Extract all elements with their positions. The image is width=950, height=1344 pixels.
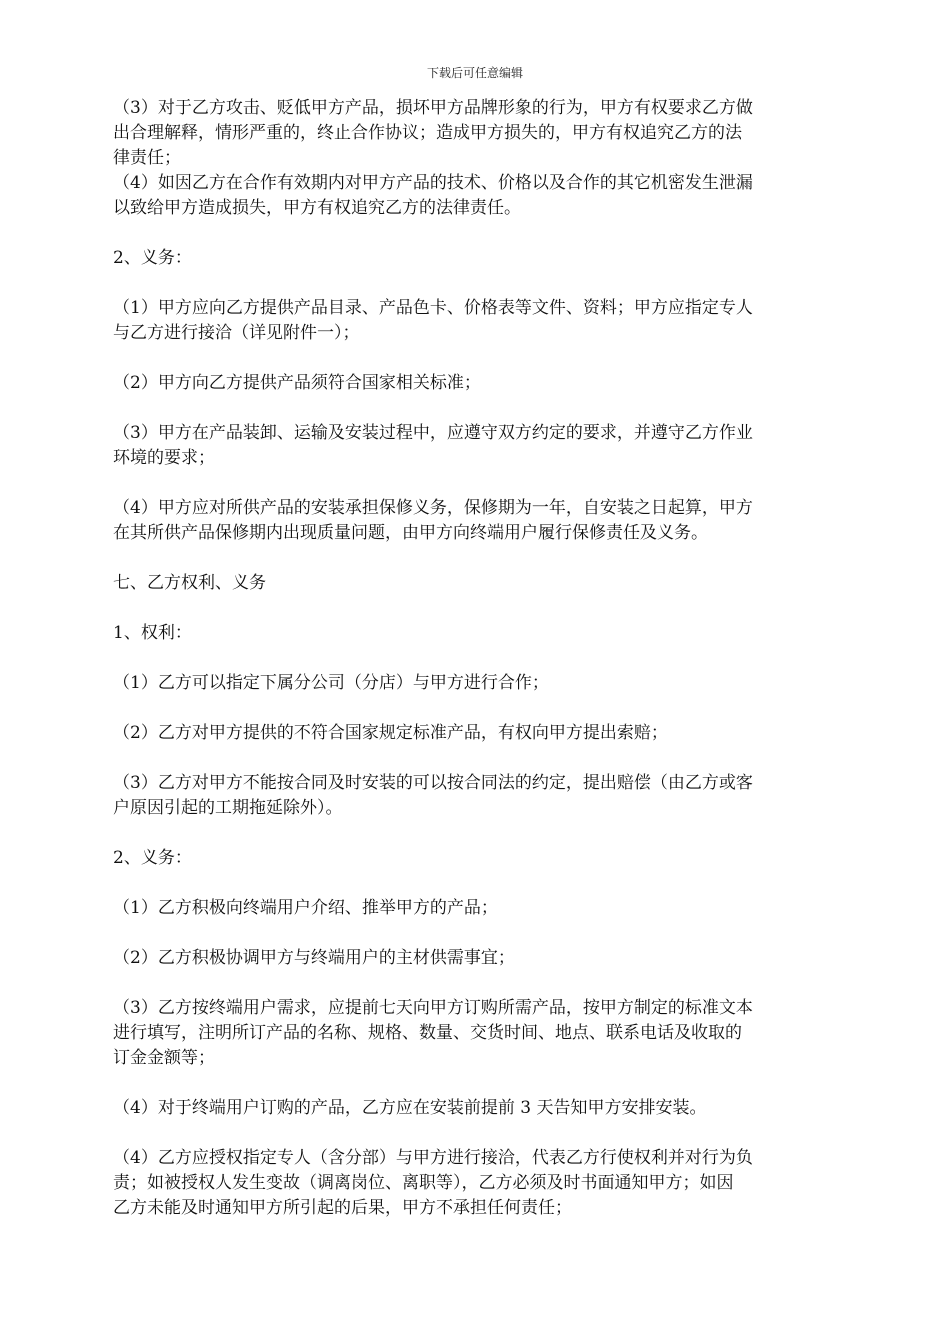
paragraph-spacer [113,596,839,621]
paragraph-spacer [113,921,839,946]
clause-paragraph: （4）对于终端用户订购的产品，乙方应在安装前提前 3 天告知甲方安排安装。 [113,1098,707,1118]
paragraph-spacer [113,1071,839,1096]
clause-paragraph: （3）甲方在产品装卸、运输及安装过程中，应遵守双方约定的要求，并遵守乙方作业 环境的要求； [113,423,753,468]
paragraph-spacer [113,821,839,846]
paragraph-spacer [113,271,839,296]
paragraph-spacer [113,871,839,896]
paragraph-spacer [113,1121,839,1146]
clause-paragraph: （3）乙方按终端用户需求，应提前七天向甲方订购所需产品，按甲方制定的标准文本 进行填写，注明所订产品的名称、规格、数量、交货时间、地点、联系电话及收取的 订金金额等； [113,998,753,1068]
paragraph-spacer [113,746,839,771]
clause-paragraph: （2）乙方积极协调甲方与终端用户的主材供需事宜； [113,948,515,968]
clause-paragraph: （3）乙方对甲方不能按合同及时安装的可以按合同法的约定，提出赔偿（由乙方或客 户原因引起的工期拖延除外）。 [113,773,753,818]
clause-paragraph: （4）甲方应对所供产品的安装承担保修义务，保修期为一年，自安装之日起算，甲方 在其所供产品保修期内出现质量问题，由甲方向终端用户履行保修责任及义务。 [113,498,753,543]
clause-paragraph: （1）甲方应向乙方提供产品目录、产品色卡、价格表等文件、资料；甲方应指定专人 与乙方进行接洽（详见附件一）； [113,298,753,343]
paragraph-spacer [113,546,839,571]
clause-paragraph: （1）乙方积极向终端用户介绍、推举甲方的产品； [113,898,498,918]
paragraph-spacer [113,221,839,246]
document-body [113,96,839,1221]
clause-paragraph: （1）乙方可以指定下属分公司（分店）与甲方进行合作； [113,673,549,693]
paragraph-spacer [113,346,839,371]
clause-paragraph: （2）甲方向乙方提供产品须符合国家相关标准； [113,373,481,393]
paragraph-spacer [113,646,839,671]
section-heading: 2、义务： [113,848,192,868]
paragraph-spacer [113,471,839,496]
paragraph-spacer [113,396,839,421]
section-heading: 2、义务： [113,248,192,268]
clause-paragraph: （3）对于乙方攻击、贬低甲方产品，损坏甲方品牌形象的行为，甲方有权要求乙方做 出合理解释，情形严重的，终止合作协议；造成甲方损失的，甲方有权追究乙方的法 律责任； [113,98,753,168]
clause-paragraph: （4）乙方应授权指定专人（含分部）与甲方进行接洽，代表乙方行使权利并对行为负 责；如被授权人发生变故（调离岗位、离职等），乙方必须及时书面通知甲方；如因 乙方未能及时通知甲方所引起的后果，甲方不承担任何责任； [113,1148,753,1218]
clause-paragraph: （2）乙方对甲方提供的不符合国家规定标准产品，有权向甲方提出索赔； [113,723,668,743]
paragraph-spacer [113,696,839,721]
section-heading: 1、权利： [113,623,192,643]
section-heading: 七、乙方权利、义务 [113,573,266,593]
clause-paragraph: （4）如因乙方在合作有效期内对甲方产品的技术、价格以及合作的其它机密发生泄漏 以致给甲方造成损失，甲方有权追究乙方的法律责任。 [113,173,753,218]
page-header-note: 下载后可任意编辑 [426,66,523,80]
paragraph-spacer [113,971,839,996]
